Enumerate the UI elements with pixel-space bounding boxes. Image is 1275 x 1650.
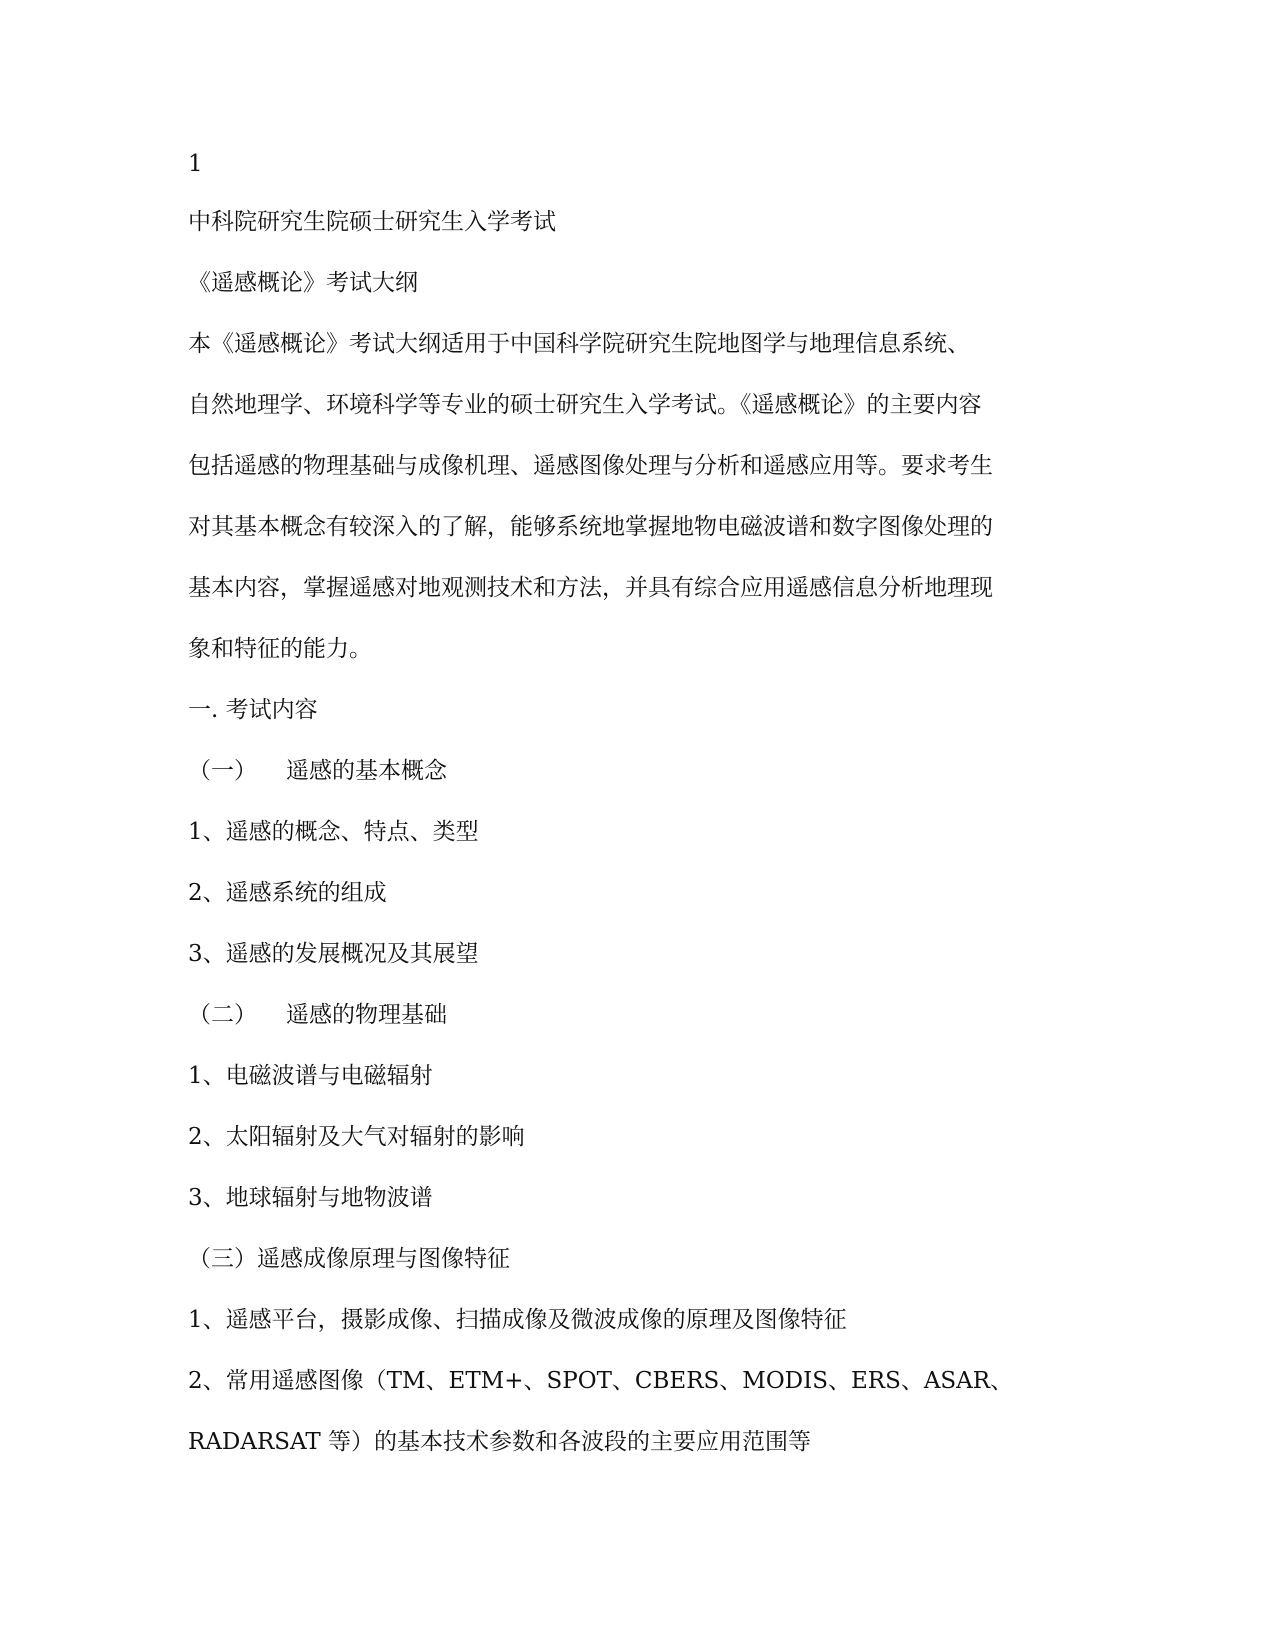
section-item: 1、遥感的概念、特点、类型 <box>188 819 479 845</box>
section-item: 3、地球辐射与地物波谱 <box>188 1185 433 1211</box>
section-item: 2、常用遥感图像（TM、ETM+、SPOT、CBERS、MODIS、ERS、ASAR、 <box>188 1368 1014 1394</box>
document-body <box>188 136 1068 1473</box>
section-title: 遥感的基本概念 <box>286 758 447 784</box>
page-number: 1 <box>188 151 203 177</box>
intro-line: 象和特征的能力。 <box>188 636 372 662</box>
section-number: （三） <box>188 1246 257 1272</box>
intro-line: 包括遥感的物理基础与成像机理、遥感图像处理与分析和遥感应用等。要求考生 <box>188 453 993 479</box>
intro-line: 本《遥感概论》考试大纲适用于中国科学院研究生院地图学与地理信息系统、 <box>188 331 970 357</box>
section-number: （二） <box>188 1002 257 1028</box>
section-item: 2、遥感系统的组成 <box>188 880 387 906</box>
section-item: 2、太阳辐射及大气对辐射的影响 <box>188 1124 525 1150</box>
section-heading <box>188 985 1068 1046</box>
document-subtitle: 《遥感概论》考试大纲 <box>188 270 418 296</box>
section-title: 遥感的物理基础 <box>286 1002 447 1028</box>
section-heading <box>188 1229 1068 1290</box>
section-item: RADARSAT 等）的基本技术参数和各波段的主要应用范围等 <box>188 1429 812 1455</box>
section-item: 3、遥感的发展概况及其展望 <box>188 941 479 967</box>
intro-line: 自然地理学、环境科学等专业的硕士研究生入学考试。《遥感概论》的主要内容 <box>188 392 982 418</box>
part-heading: 一. 考试内容 <box>188 697 318 723</box>
section-item: 1、遥感平台，摄影成像、扫描成像及微波成像的原理及图像特征 <box>188 1307 847 1333</box>
section-item: 1、电磁波谱与电磁辐射 <box>188 1063 433 1089</box>
intro-line: 基本内容，掌握遥感对地观测技术和方法，并具有综合应用遥感信息分析地理现 <box>188 575 993 601</box>
section-heading <box>188 741 1068 802</box>
section-title: 遥感成像原理与图像特征 <box>257 1246 510 1272</box>
intro-line: 对其基本概念有较深入的了解，能够系统地掌握地物电磁波谱和数字图像处理的 <box>188 514 993 540</box>
section-number: （一） <box>188 758 257 784</box>
document-title: 中科院研究生院硕士研究生入学考试 <box>188 209 556 235</box>
